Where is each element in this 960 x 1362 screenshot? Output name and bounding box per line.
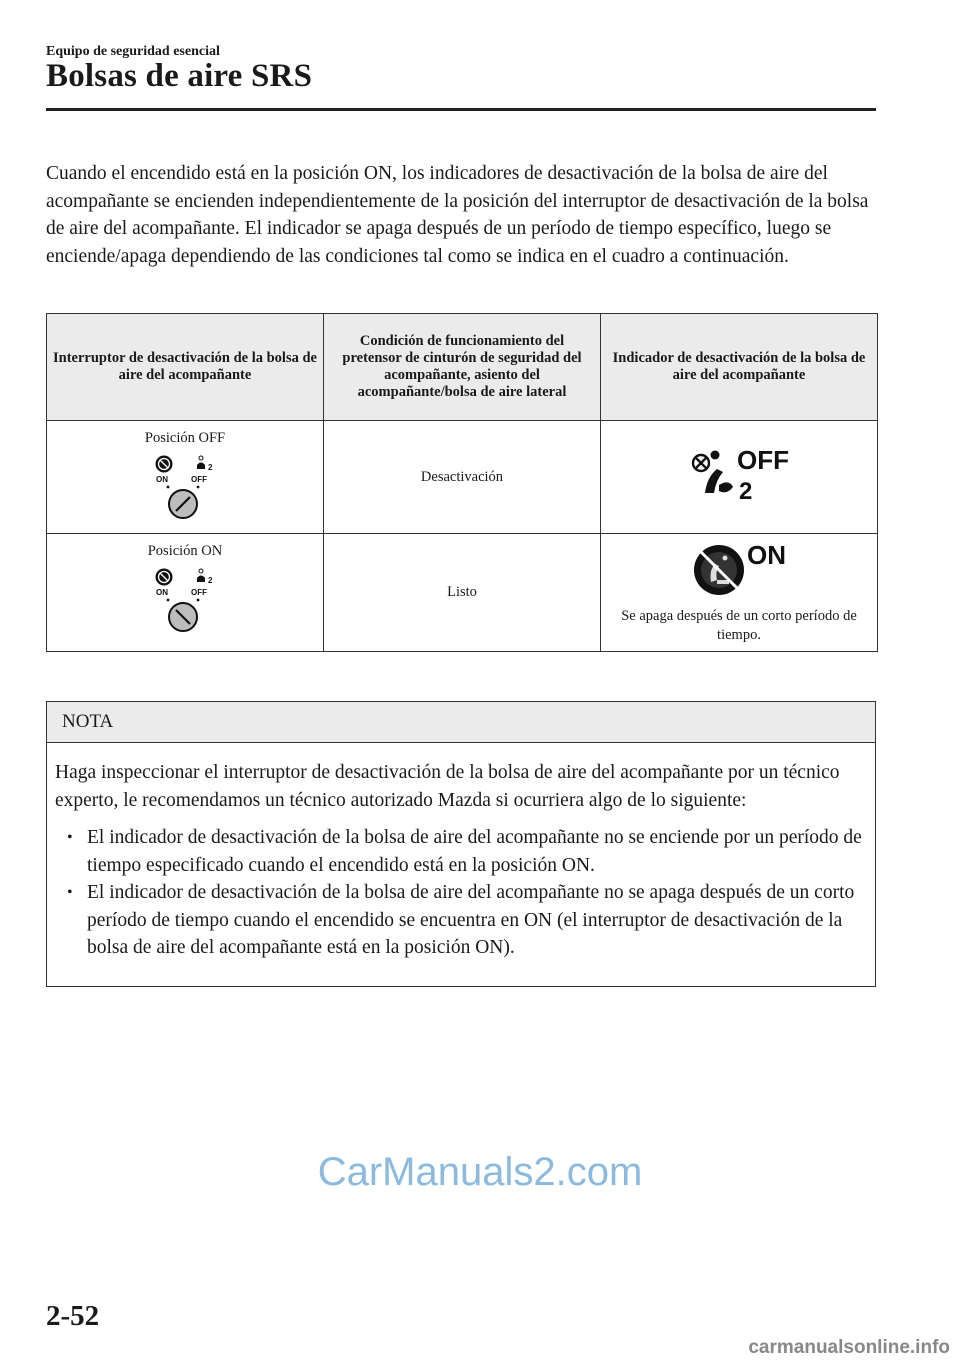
switch-cell: [47, 421, 324, 534]
indicator-cell: [601, 421, 878, 534]
table-row: [47, 421, 878, 534]
switch-on-label: ON: [156, 588, 168, 597]
list-item: [55, 824, 865, 879]
indicator-on-label: ON: [747, 542, 786, 570]
table-header-switch: Interruptor de desactivación de la bolsa de aire del acompañante: [47, 314, 324, 421]
intro-paragraph: Cuando el encendido está en la posición ON, los indicadores de desactivación de la bolsa de aire del acompañante se encienden independientemente de la posición del interruptor de desactivación de la bolsa de aire del acompañante. El indicador se apaga después de un período de tiempo específico, luego se enciende/apaga dependiendo de las condiciones tal como se indica en el cuadro a continuación.: [46, 163, 869, 267]
indicator-cell: [601, 534, 878, 652]
bullet-icon: •: [67, 829, 73, 846]
indicator-note: Se apaga después de un corto período de tiempo.: [621, 608, 857, 643]
airbag-on-indicator-icon: [687, 542, 791, 598]
airbag-off-indicator-icon: [689, 447, 789, 503]
table-header-indicator: Indicador de desactivación de la bolsa de aire del acompañante: [601, 314, 878, 421]
indicator-off-label: OFF: [737, 446, 789, 475]
switch-cell: [47, 534, 324, 652]
table-header-condition: Condición de funcionamiento del pretensor de cinturón de seguridad del acompañante, asiento del acompañante/bolsa de aire lateral: [324, 314, 601, 421]
condition-cell: Listo: [324, 534, 601, 652]
nota-box: [46, 701, 876, 987]
switch-sub-label: 2: [208, 463, 213, 472]
title-divider: [46, 108, 876, 111]
nota-list: [55, 824, 865, 962]
nota-body: [47, 743, 875, 962]
switch-on-icon: [150, 567, 220, 635]
switch-position-label: Posición ON: [147, 543, 223, 559]
page-number: 2-52: [46, 1300, 100, 1332]
list-item: [55, 879, 865, 962]
nota-title: NOTA: [47, 702, 875, 743]
switch-off-icon: [150, 454, 220, 522]
site-watermark: carmanualsonline.info: [748, 1337, 950, 1358]
nota-paragraph: Haga inspeccionar el interruptor de desactivación de la bolsa de aire del acompañante por un técnico experto, le recomendamos un técnico autorizado Mazda si ocurriera algo de lo siguiente:: [55, 762, 840, 811]
switch-on-label: ON: [156, 475, 168, 484]
bullet-icon: •: [67, 884, 73, 901]
switch-off-label: OFF: [191, 475, 207, 484]
condition-table: [46, 313, 878, 652]
switch-off-label: OFF: [191, 588, 207, 597]
switch-position-label: Posición OFF: [144, 430, 226, 446]
nota-item-text: El indicador de desactivación de la bolsa de aire del acompañante no se apaga después de un corto período de tiempo cuando el encendido se encuentra en ON (el interruptor de desactivación de la bolsa de aire del acompañante está en la posición ON).: [87, 882, 855, 958]
table-header-row: [47, 314, 878, 421]
nota-item-text: El indicador de desactivación de la bolsa de aire del acompañante no se enciende por un período de tiempo especificado cuando el encendido está en la posición ON.: [87, 827, 862, 876]
watermark: CarManuals2.com: [317, 1150, 643, 1194]
table-row: [47, 534, 878, 652]
page-title: Bolsas de aire SRS: [46, 58, 313, 94]
indicator-sub-label: 2: [739, 477, 753, 503]
section-label: Equipo de seguridad esencial: [46, 44, 220, 59]
switch-sub-label: 2: [208, 576, 213, 585]
condition-cell: Desactivación: [324, 421, 601, 534]
